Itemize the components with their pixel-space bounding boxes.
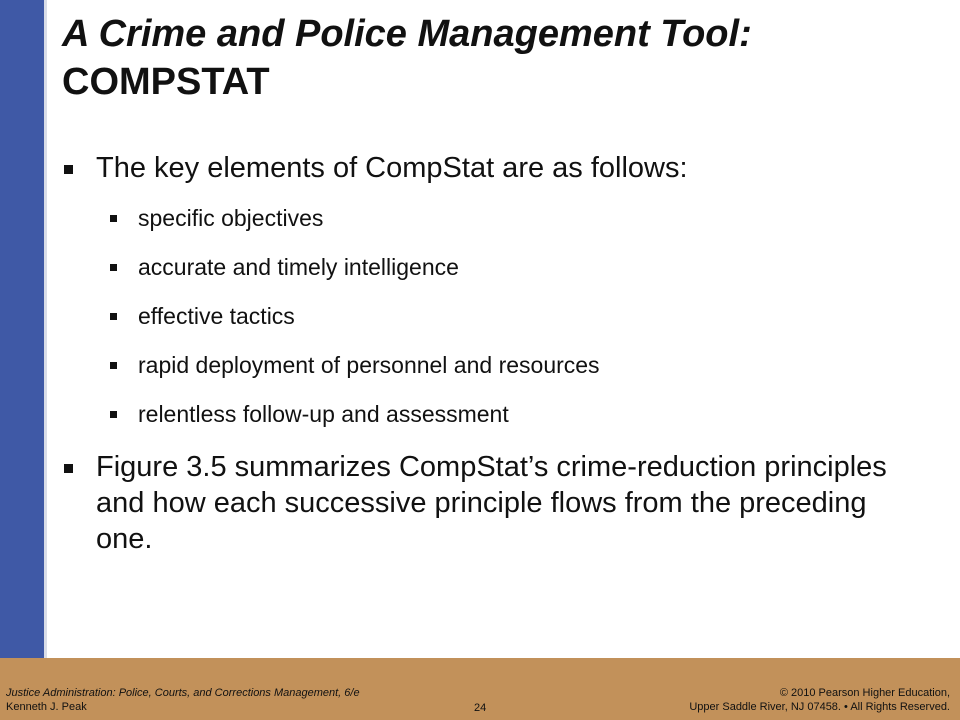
slide-title-line-2: COMPSTAT	[62, 61, 270, 103]
square-bullet-icon	[64, 165, 73, 174]
sub-bullet-item	[62, 253, 922, 281]
slide-title-line-1: A Crime and Police Management Tool:	[62, 13, 752, 55]
bullet-item	[62, 150, 922, 186]
sub-bullet-item	[62, 302, 922, 330]
sub-bullet-text: accurate and timely intelligence	[138, 254, 459, 280]
square-bullet-icon	[110, 313, 117, 320]
copyright-line-1: © 2010 Pearson Higher Education,	[779, 687, 950, 699]
square-bullet-icon	[110, 264, 117, 271]
page-number: 24	[474, 702, 487, 714]
bullet-text: Figure 3.5 summarizes CompStat’s crime-reduction principles and how each successive principle flows from the preceding one.	[96, 451, 887, 555]
sub-bullet-text: specific objectives	[138, 205, 324, 231]
square-bullet-icon	[110, 215, 117, 222]
square-bullet-icon	[110, 362, 117, 369]
left-accent-band	[0, 0, 44, 720]
square-bullet-icon	[110, 411, 117, 418]
footer-author: Kenneth J. Peak	[6, 701, 87, 713]
copyright-line-2: Upper Saddle River, NJ 07458. • All Rights Reserved.	[689, 701, 950, 713]
sub-bullet-text: relentless follow-up and assessment	[138, 401, 509, 427]
sub-bullet-item	[62, 400, 922, 428]
bullet-item	[62, 449, 922, 557]
sub-bullet-list	[62, 204, 922, 428]
footer-copyright	[689, 686, 950, 714]
left-accent-band-edge	[44, 0, 47, 658]
sub-bullet-item	[62, 204, 922, 232]
slide-footer	[0, 658, 960, 720]
sub-bullet-item	[62, 351, 922, 379]
footer-citation	[6, 686, 360, 714]
sub-bullet-text: effective tactics	[138, 303, 295, 329]
slide-title	[62, 10, 942, 106]
square-bullet-icon	[64, 464, 73, 473]
bullet-text: The key elements of CompStat are as follows:	[96, 152, 688, 184]
sub-bullet-text: rapid deployment of personnel and resources	[138, 352, 600, 378]
footer-book-title: Justice Administration: Police, Courts, and Corrections Management, 6/e	[6, 687, 360, 699]
slide-body	[62, 150, 922, 557]
